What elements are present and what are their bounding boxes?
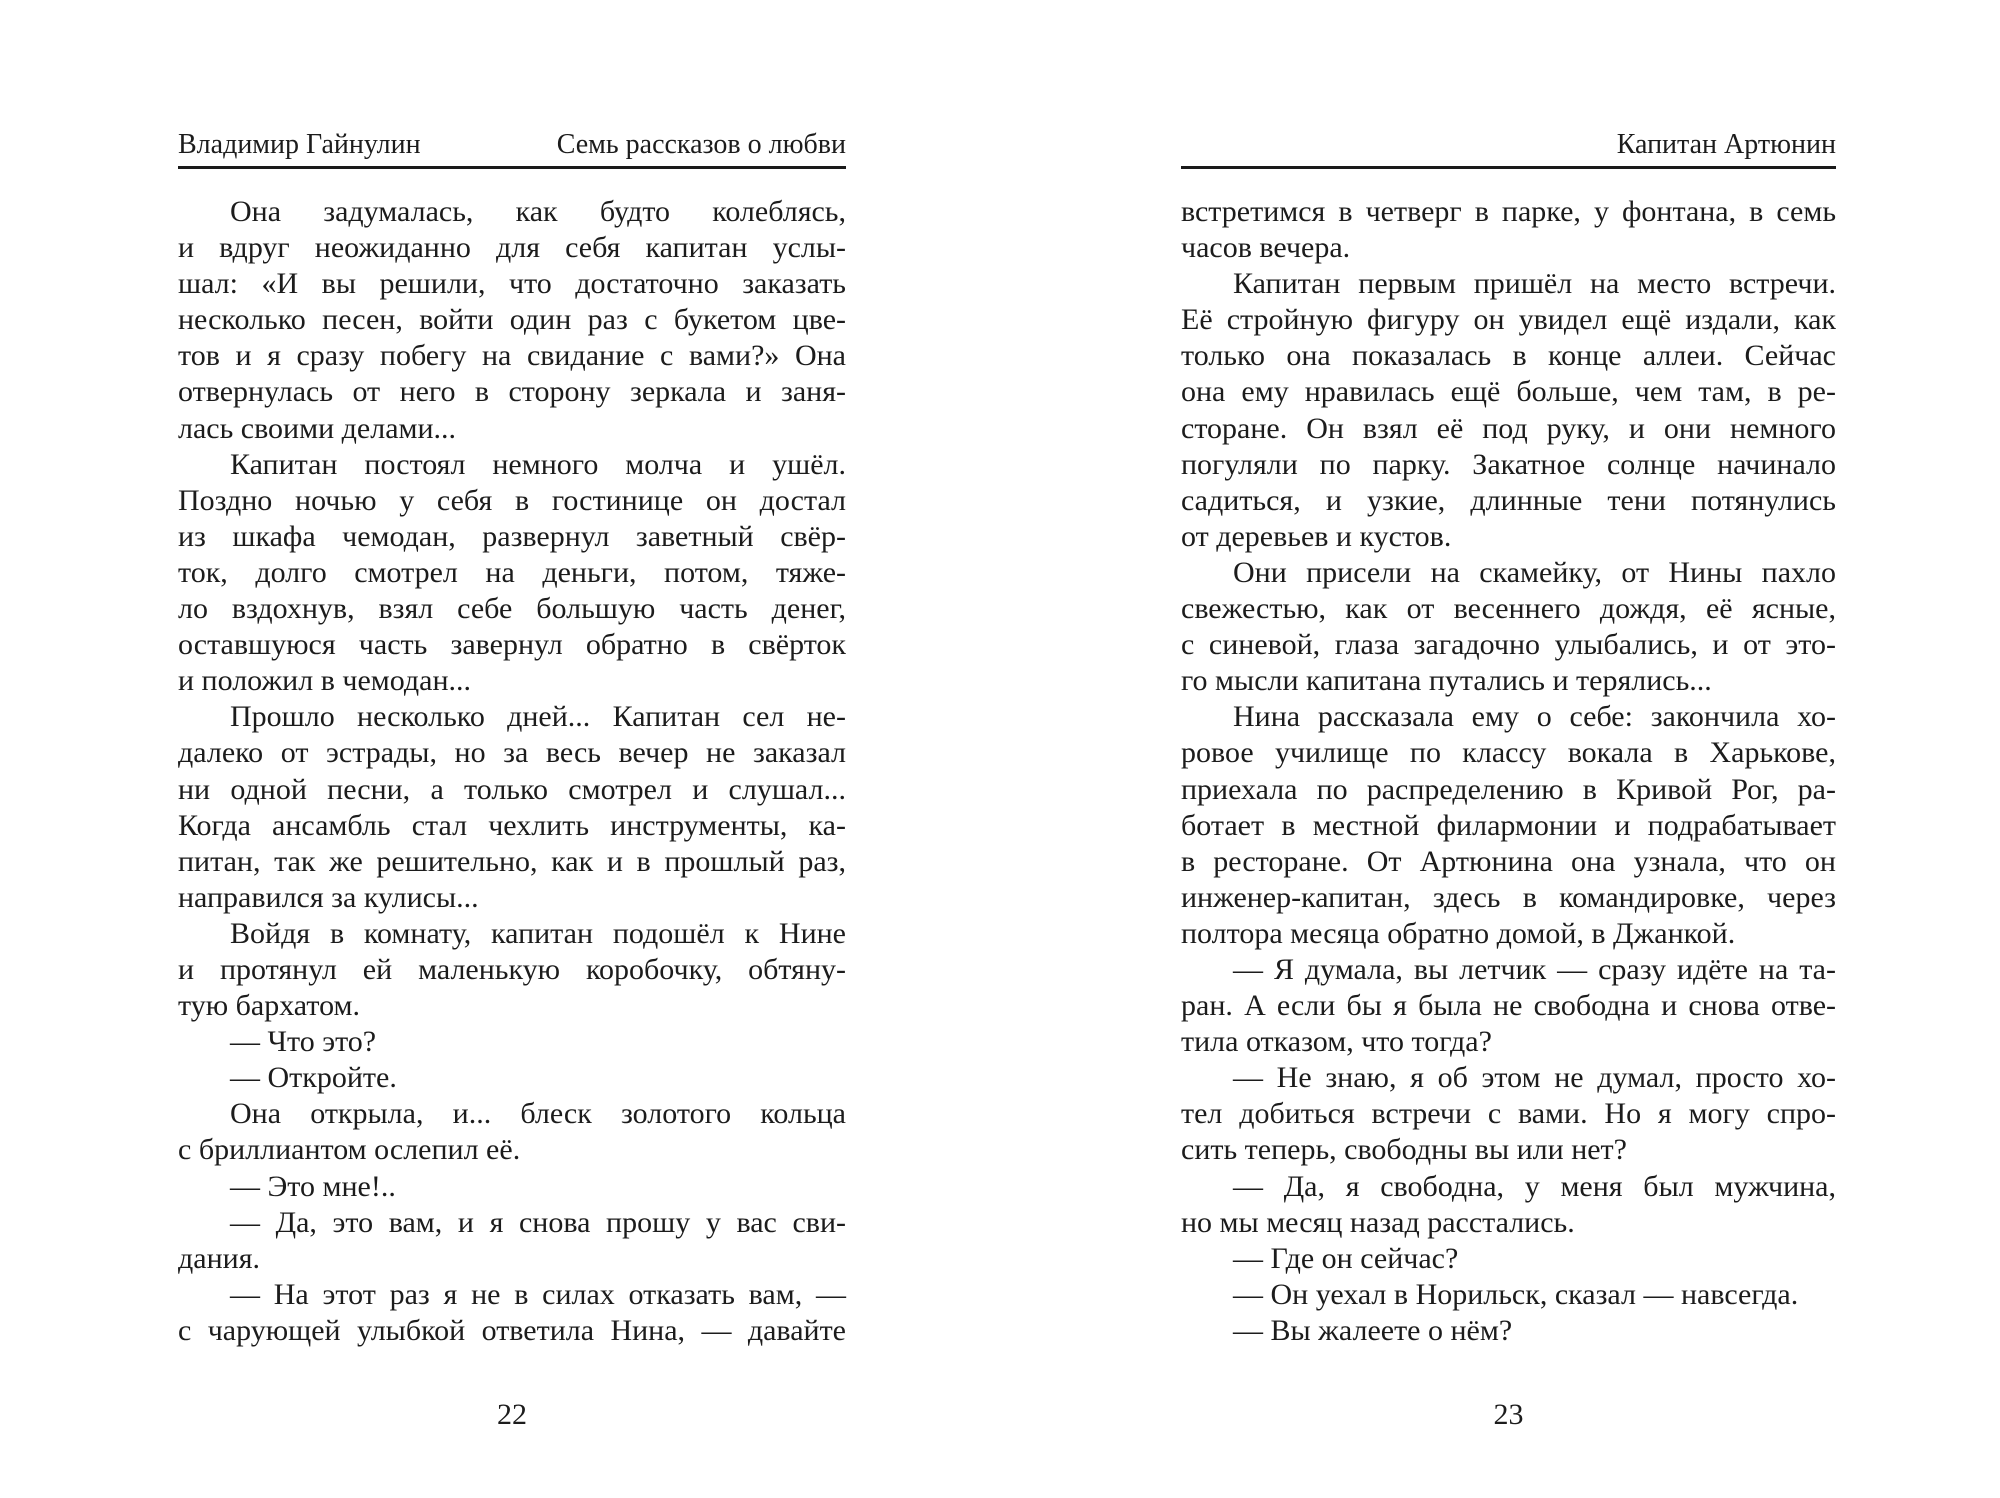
right-running-head — [1181, 125, 1836, 165]
text-line: встретимся в четверг в парке, у фонтана, в семь — [1181, 195, 1836, 228]
text-line: и положил в чемодан... — [178, 664, 472, 698]
text-line: оставшуюся часть завернул обратно в свёрток — [178, 628, 846, 662]
text-line: — Это мне!.. — [230, 1169, 396, 1203]
left-header-rule — [178, 166, 846, 169]
text-line: свежестью, как от весеннего дождя, её ясные, — [1181, 592, 1836, 626]
text-line: сторане. Он взял её под руку, и они немного — [1181, 411, 1836, 445]
text-line: го мысли капитана путались и терялись... — [1181, 664, 1712, 698]
text-line: — Вы жалеете о нём? — [1233, 1313, 1513, 1347]
text-line: тую бархатом. — [178, 989, 360, 1023]
text-line: тов и я сразу побегу на свидание с вами?» Она — [178, 339, 846, 373]
text-line: — Я думала, вы летчик — сразу идёте на та- — [1233, 952, 1836, 986]
text-line: и вдруг неожиданно для себя капитан услы- — [178, 231, 846, 265]
text-line: с синевой, глаза загадочно улыбались, и от это- — [1181, 628, 1836, 662]
text-line: Капитан постоял немного молча и ушёл. — [230, 447, 846, 481]
text-line: приехала по распределению в Кривой Рог, ра- — [1181, 772, 1836, 806]
text-line: с чарующей улыбкой ответила Нина, — давайте — [178, 1313, 846, 1347]
text-line: тила отказом, что тогда? — [1181, 1025, 1492, 1059]
text-line: далеко от эстрады, но за весь вечер не заказал — [178, 736, 846, 770]
text-line: Поздно ночью у себя в гостинице он достал — [178, 483, 846, 517]
text-line: от деревьев и кустов. — [1181, 519, 1452, 553]
left-page-number: 22 — [497, 1398, 527, 1431]
text-line: инженер-капитан, здесь в командировке, через — [1181, 880, 1836, 914]
text-line: лась своими делами... — [178, 411, 457, 445]
text-line: дания. — [178, 1241, 260, 1275]
text-line: Войдя в комнату, капитан подошёл к Нине — [230, 916, 846, 950]
text-line: направился за кулисы... — [178, 880, 479, 914]
text-line: ровое училище по классу вокала в Харькове, — [1181, 736, 1836, 770]
right-body-text — [1181, 194, 1836, 1349]
text-line: Её стройную фигуру он увидел ещё издали, как — [1181, 303, 1836, 337]
text-line: — Он уехал в Норильск, сказал — навсегда. — [1233, 1277, 1799, 1311]
text-line: ни одной песни, а только смотрел и слушал... — [178, 772, 846, 806]
text-line: ток, долго смотрел на деньги, потом, тяже- — [178, 555, 846, 589]
text-line: — Да, это вам, и я снова прошу у вас сви- — [230, 1205, 846, 1239]
text-line: ботает в местной филармонии и подрабатывает — [1181, 808, 1836, 842]
text-line: и протянул ей маленькую коробочку, обтяну- — [178, 952, 846, 986]
text-line: — Не знаю, я об этом не думал, просто хо- — [1233, 1061, 1836, 1095]
left-running-head — [178, 125, 846, 165]
text-line: ло вздохнув, взял себе большую часть денег, — [178, 592, 846, 626]
text-line: садиться, и узкие, длинные тени потянулись — [1181, 483, 1836, 517]
text-line: в ресторане. От Артюнина она узнала, что он — [1181, 844, 1836, 878]
text-line: шал: «И вы решили, что достаточно заказать — [178, 267, 846, 301]
text-line: сить теперь, свободны вы или нет? — [1181, 1133, 1627, 1167]
running-head-author: Владимир Гайнулин — [178, 129, 421, 160]
text-line: несколько песен, войти один раз с букетом цве- — [178, 303, 846, 337]
running-head-story-title: Капитан Артюнин — [1616, 129, 1836, 160]
right-page-number: 23 — [1493, 1398, 1524, 1431]
text-line: Она задумалась, как будто колеблясь, — [230, 195, 846, 228]
text-line: Когда ансамбль стал чехлить инструменты, ка- — [178, 808, 846, 842]
left-body-text — [178, 194, 846, 1349]
text-line: Капитан первым пришёл на место встречи. — [1233, 267, 1836, 301]
text-line: отвернулась от него в сторону зеркала и заня- — [178, 375, 846, 409]
left-page — [178, 0, 846, 1498]
text-line: но мы месяц назад расстались. — [1181, 1205, 1575, 1239]
text-line: Они присели на скамейку, от Нины пахло — [1233, 555, 1836, 589]
text-line: из шкафа чемодан, развернул заветный свёр- — [178, 519, 846, 553]
right-header-rule — [1181, 166, 1836, 169]
text-line: полтора месяца обратно домой, в Джанкой. — [1181, 916, 1736, 950]
text-line: — На этот раз я не в силах отказать вам, — — [230, 1277, 846, 1311]
right-page — [1181, 0, 1836, 1498]
text-line: — Откройте. — [230, 1061, 397, 1095]
text-line: Она открыла, и... блеск золотого кольца — [230, 1097, 846, 1131]
text-line: Прошло несколько дней... Капитан сел не- — [230, 700, 846, 734]
text-line: — Что это? — [230, 1025, 377, 1059]
running-head-book-title: Семь рассказов о любви — [556, 129, 846, 160]
text-line: она ему нравилась ещё больше, чем там, в ре- — [1181, 375, 1836, 409]
text-line: погуляли по парку. Закатное солнце начинало — [1181, 447, 1836, 481]
text-line: тел добиться встречи с вами. Но я могу спро- — [1181, 1097, 1836, 1131]
text-line: часов вечера. — [1181, 231, 1351, 265]
text-line: с бриллиантом ослепил её. — [178, 1133, 521, 1167]
text-line: питан, так же решительно, как и в прошлый раз, — [178, 844, 846, 878]
text-line: Нина рассказала ему о себе: закончила хо- — [1233, 700, 1836, 734]
text-line: — Где он сейчас? — [1233, 1241, 1459, 1275]
text-line: ран. А если бы я была не свободна и снова отве- — [1181, 989, 1836, 1023]
text-line: — Да, я свободна, у меня был мужчина, — [1233, 1169, 1836, 1203]
text-line: только она показалась в конце аллеи. Сейчас — [1181, 339, 1836, 373]
